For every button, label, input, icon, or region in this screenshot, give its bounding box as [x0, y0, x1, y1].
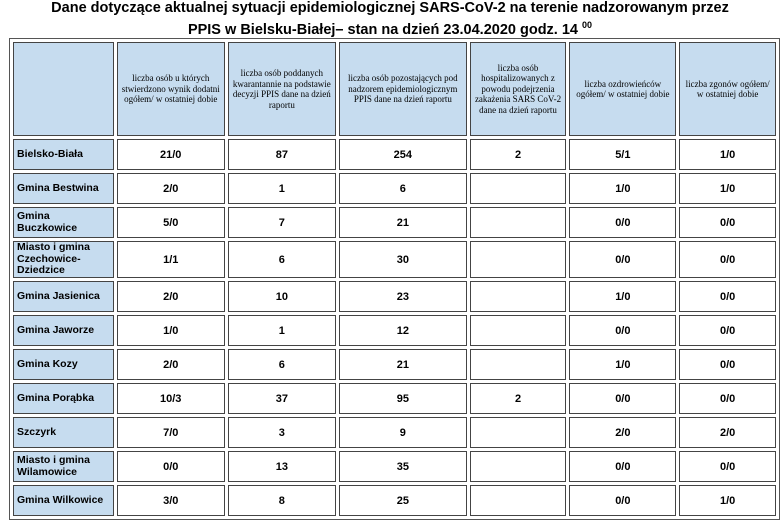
row-name-cell: Gmina Jaworze	[13, 315, 114, 346]
value-cell: 6	[228, 349, 336, 380]
value-cell: 1	[228, 173, 336, 204]
value-cell	[470, 485, 567, 516]
header-cell-hospitalized: liczba osób hospitalizowanych z powodu podejrzenia zakażenia SARS CoV-2 dane na dzień raportu	[470, 42, 567, 136]
value-cell: 2/0	[117, 349, 225, 380]
row-name-cell: Gmina Kozy	[13, 349, 114, 380]
value-cell: 1/0	[569, 349, 676, 380]
row-name-cell: Gmina Wilkowice	[13, 485, 114, 516]
value-cell	[470, 349, 567, 380]
value-cell: 5/0	[117, 207, 225, 238]
value-cell: 0/0	[679, 207, 776, 238]
value-cell: 7	[228, 207, 336, 238]
value-cell: 35	[339, 451, 467, 482]
value-cell: 9	[339, 417, 467, 448]
value-cell: 0/0	[679, 383, 776, 414]
value-cell: 13	[228, 451, 336, 482]
value-cell: 2	[470, 383, 567, 414]
value-cell: 37	[228, 383, 336, 414]
value-cell: 0/0	[117, 451, 225, 482]
value-cell: 25	[339, 485, 467, 516]
value-cell: 7/0	[117, 417, 225, 448]
row-name-cell: Gmina Jasienica	[13, 281, 114, 312]
value-cell	[470, 417, 567, 448]
value-cell: 1/0	[117, 315, 225, 346]
row-name-cell: Gmina Buczkowice	[13, 207, 114, 238]
value-cell: 95	[339, 383, 467, 414]
value-cell: 0/0	[679, 451, 776, 482]
value-cell: 2/0	[117, 173, 225, 204]
value-cell: 21	[339, 207, 467, 238]
table-row	[13, 485, 776, 516]
epidemiological-table	[9, 38, 780, 520]
value-cell: 21	[339, 349, 467, 380]
table-row	[13, 241, 776, 278]
value-cell: 0/0	[569, 241, 676, 278]
table-row	[13, 383, 776, 414]
value-cell	[470, 315, 567, 346]
header-cell-recovered: liczba ozdrowieńców ogółem/ w ostatniej dobie	[569, 42, 676, 136]
value-cell: 0/0	[679, 241, 776, 278]
value-cell: 2/0	[117, 281, 225, 312]
header-cell-quarantine: liczba osób poddanych kwarantannie na podstawie decyzji PPIS dane na dzień raportu	[228, 42, 336, 136]
row-name-cell: Miasto i gmina Wilamowice	[13, 451, 114, 482]
value-cell: 0/0	[569, 383, 676, 414]
header-row	[13, 42, 776, 136]
value-cell: 1/0	[569, 281, 676, 312]
value-cell: 0/0	[569, 207, 676, 238]
value-cell: 6	[228, 241, 336, 278]
value-cell: 3	[228, 417, 336, 448]
value-cell	[470, 207, 567, 238]
value-cell: 0/0	[569, 451, 676, 482]
value-cell: 1/1	[117, 241, 225, 278]
value-cell: 0/0	[569, 485, 676, 516]
value-cell: 2	[470, 139, 567, 170]
header-cell-deaths: liczba zgonów ogółem/ w ostatniej dobie	[679, 42, 776, 136]
row-name-cell: Miasto i gmina Czechowice-Dziedzice	[13, 241, 114, 278]
row-name-cell: Szczyrk	[13, 417, 114, 448]
page-title	[0, 0, 780, 39]
header-cell-positive: liczba osób u których stwierdzono wynik dodatni ogółem/ w ostatniej dobie	[117, 42, 225, 136]
value-cell: 21/0	[117, 139, 225, 170]
table-row	[13, 451, 776, 482]
row-name-cell: Bielsko-Biała	[13, 139, 114, 170]
table-body	[13, 139, 776, 516]
table-row	[13, 417, 776, 448]
title-time-superscript: 00	[582, 20, 593, 30]
value-cell: 23	[339, 281, 467, 312]
header-cell-supervision: liczba osób pozostających pod nadzorem epidemiologicznym PPIS dane na dzień raportu	[339, 42, 467, 136]
header-cell-name	[13, 42, 114, 136]
table-row	[13, 315, 776, 346]
value-cell: 1/0	[569, 173, 676, 204]
value-cell: 1/0	[679, 485, 776, 516]
value-cell: 12	[339, 315, 467, 346]
value-cell: 10/3	[117, 383, 225, 414]
table-row	[13, 207, 776, 238]
row-name-cell: Gmina Porąbka	[13, 383, 114, 414]
value-cell: 254	[339, 139, 467, 170]
value-cell: 0/0	[679, 315, 776, 346]
table-row	[13, 349, 776, 380]
row-name-cell: Gmina Bestwina	[13, 173, 114, 204]
value-cell: 2/0	[569, 417, 676, 448]
value-cell: 10	[228, 281, 336, 312]
value-cell: 2/0	[679, 417, 776, 448]
value-cell	[470, 281, 567, 312]
table-row	[13, 173, 776, 204]
value-cell	[470, 173, 567, 204]
value-cell: 0/0	[679, 281, 776, 312]
value-cell: 6	[339, 173, 467, 204]
title-line-2	[0, 17, 780, 39]
table-row	[13, 139, 776, 170]
value-cell: 1/0	[679, 173, 776, 204]
value-cell: 0/0	[569, 315, 676, 346]
value-cell: 87	[228, 139, 336, 170]
value-cell	[470, 241, 567, 278]
value-cell	[470, 451, 567, 482]
value-cell: 30	[339, 241, 467, 278]
value-cell: 0/0	[679, 349, 776, 380]
value-cell: 1/0	[679, 139, 776, 170]
title-line-1: Dane dotyczące aktualnej sytuacji epidemiologicznej SARS-CoV-2 na terenie nadzorowanym przez	[51, 0, 729, 16]
value-cell: 1	[228, 315, 336, 346]
value-cell: 5/1	[569, 139, 676, 170]
table-row	[13, 281, 776, 312]
title-line-2-text: PPIS w Bielsku-Białej– stan na dzień 23.04.2020 godz. 14	[187, 22, 578, 38]
value-cell: 8	[228, 485, 336, 516]
value-cell: 3/0	[117, 485, 225, 516]
